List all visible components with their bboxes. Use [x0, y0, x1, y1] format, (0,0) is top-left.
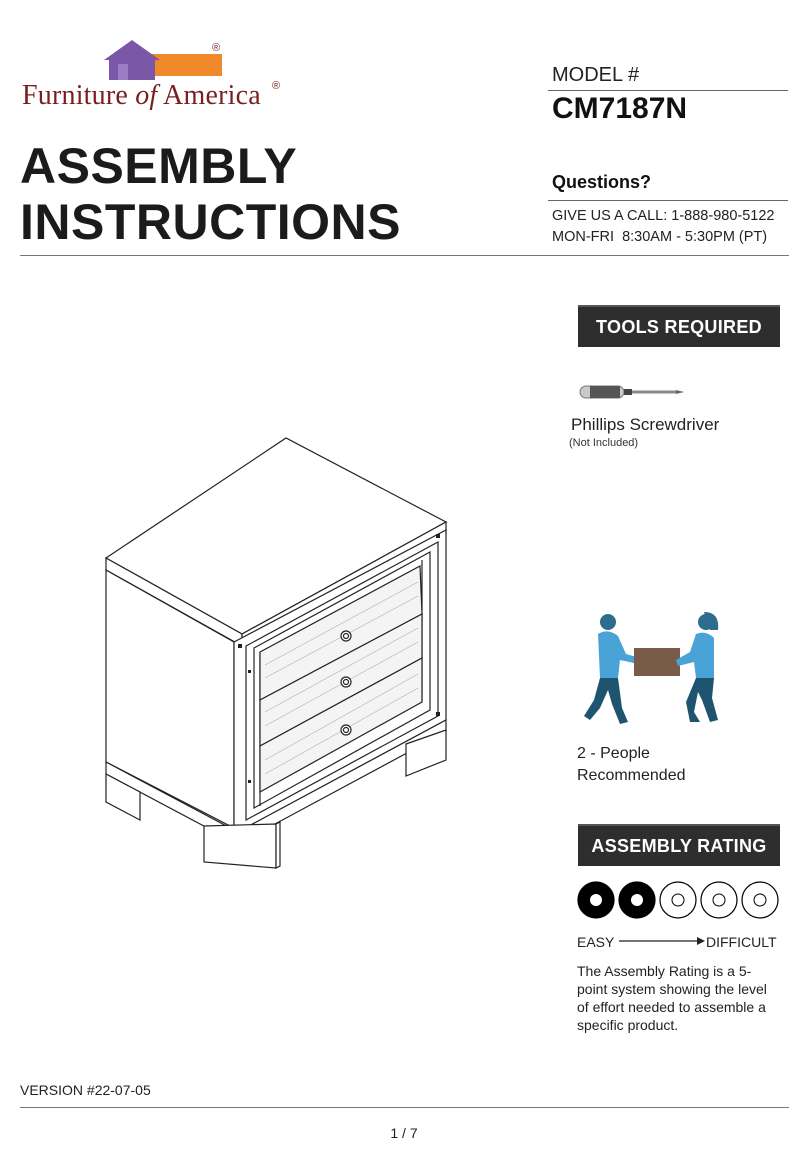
model-label: MODEL # [552, 64, 640, 86]
logo-registered-mark: ® [212, 42, 221, 54]
screwdriver-icon [578, 380, 688, 404]
questions-divider [548, 200, 788, 201]
title-line-1: ASSEMBLY [20, 138, 298, 194]
rating-dot-filled [578, 882, 614, 918]
easy-to-difficult-arrow [617, 934, 705, 948]
assembly-rating-scale [576, 880, 782, 920]
model-divider [548, 90, 788, 91]
tool-note: (Not Included) [569, 437, 639, 449]
two-people-icon [578, 608, 730, 728]
page-number: 1 / 7 [390, 1125, 418, 1141]
rating-easy-label: EASY [577, 934, 615, 950]
people-recommendation: 2 - People Recommended [577, 745, 686, 784]
rating-dot-empty [701, 882, 737, 918]
tools-required-header: TOOLS REQUIRED [578, 305, 780, 347]
rating-dot-empty [742, 882, 778, 918]
rating-difficult-label: DIFFICULT [706, 934, 777, 950]
footer-divider [20, 1107, 789, 1108]
header-divider [20, 255, 789, 256]
questions-title: Questions? [552, 172, 652, 192]
logo-orange-bar [148, 54, 222, 76]
questions-phone: GIVE US A CALL: 1-888-980-5122 [552, 208, 775, 224]
tool-name: Phillips Screwdriver [571, 415, 720, 434]
rating-dot-empty [660, 882, 696, 918]
logo-house-roof [104, 40, 160, 60]
questions-hours: MON-FRI 8:30AM - 5:30PM (PT) [552, 229, 768, 245]
page-title [20, 138, 401, 250]
nightstand-illustration [100, 430, 450, 870]
rating-description: The Assembly Rating is a 5-point system showing the level of effort needed to assemble a specific product. [577, 963, 767, 1033]
logo-house-body [109, 58, 155, 80]
brand-name: Furniture of America [22, 80, 261, 111]
title-line-2: INSTRUCTIONS [20, 194, 401, 250]
assembly-rating-header: ASSEMBLY RATING [578, 824, 780, 866]
document-version: VERSION #22-07-05 [20, 1082, 151, 1098]
brand-registered-mark: ® [272, 80, 281, 92]
model-number: CM7187N [552, 92, 688, 125]
rating-dot-filled [619, 882, 655, 918]
